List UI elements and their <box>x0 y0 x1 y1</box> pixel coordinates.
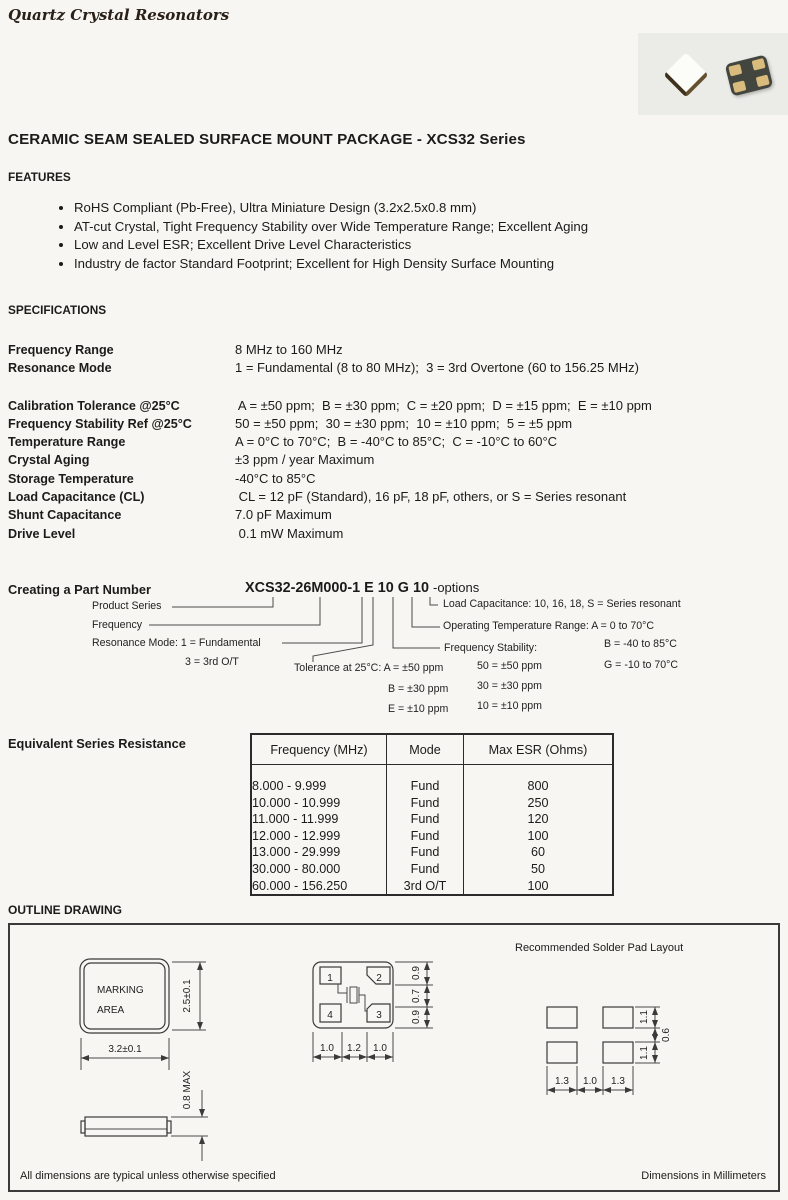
esr-mode: Fund <box>387 828 464 845</box>
spec-row <box>8 397 780 415</box>
spec-label: Calibration Tolerance @25°C <box>8 398 180 413</box>
esr-col-maxesr: Max ESR (Ohms) <box>464 734 614 765</box>
spec-row <box>8 470 780 488</box>
spec-row <box>8 506 780 524</box>
spec-row <box>8 433 780 451</box>
callout-tolerance-e: E = ±10 ppm <box>388 703 449 715</box>
table-row <box>251 844 613 861</box>
dim-label: 1.2 <box>347 1043 361 1054</box>
spec-row <box>8 359 780 377</box>
esr-heading: Equivalent Series Resistance <box>8 736 186 751</box>
pin-3-label: 3 <box>376 1010 382 1021</box>
esr-mode: Fund <box>387 861 464 878</box>
dim-label: 0.6 <box>661 1028 672 1042</box>
note-dimensions-typical: All dimensions are typical unless otherwise specified <box>20 1170 276 1182</box>
dim-label: 1.0 <box>320 1043 334 1054</box>
spec-row <box>8 415 780 433</box>
pin-2-label: 2 <box>376 973 382 984</box>
callout-operating-temp-g: G = -10 to 70°C <box>604 659 679 671</box>
dim-label: 1.1 <box>639 1046 650 1060</box>
dim-label: 1.1 <box>639 1010 650 1024</box>
dim-label: 1.0 <box>373 1043 387 1054</box>
esr-table <box>250 733 614 896</box>
esr-col-frequency: Frequency (MHz) <box>251 734 387 765</box>
outline-drawing-panel <box>8 923 780 1192</box>
feature-item: • AT-cut Crystal, Tight Frequency Stability over Wide Temperature Range; Excellent Aging <box>74 218 774 237</box>
spec-value: -40°C to 85°C <box>235 470 316 486</box>
dim-width-label: 3.2±0.1 <box>108 1044 142 1055</box>
esr-freq: 10.000 - 10.999 <box>252 795 341 810</box>
callout-stability-10: 10 = ±10 ppm <box>477 700 543 712</box>
esr-value: 50 <box>464 861 614 878</box>
outline-drawing <box>10 925 778 1190</box>
table-row <box>251 765 613 795</box>
part-number-diagram <box>0 580 788 728</box>
callout-resonance-mode-2: 3 = 3rd O/T <box>185 656 239 668</box>
esr-mode: Fund <box>387 844 464 861</box>
callout-load-capacitance: Load Capacitance: 10, 16, 18, S = Series resonant <box>443 598 681 610</box>
solder-pad <box>752 58 766 71</box>
spec-label: Frequency Range <box>8 343 114 357</box>
dim-label: 1.3 <box>611 1076 625 1087</box>
spec-label: Drive Level <box>8 526 76 541</box>
esr-mode: 3rd O/T <box>387 878 464 896</box>
part-number-value: XCS32-26M000-1 E 10 G 10 <box>245 580 429 596</box>
esr-freq: 60.000 - 156.250 <box>252 878 348 893</box>
note-dimensions-mm: Dimensions in Millimeters <box>641 1170 766 1182</box>
features-heading: FEATURES <box>8 170 71 184</box>
spec-value: 50 = ±50 ppm; 30 = ±30 ppm; 10 = ±10 ppm; 5 = ±5 ppm <box>235 415 573 431</box>
spec-value: 8 MHz to 160 MHz <box>235 342 343 357</box>
spec-value: A = 0°C to 70°C; B = -40°C to 85°C; C = -10°C to 60°C <box>235 434 558 450</box>
dim-label: 1.3 <box>555 1076 569 1087</box>
spec-value: 7.0 pF Maximum <box>235 507 332 523</box>
esr-freq: 12.000 - 12.999 <box>252 828 341 843</box>
page-title: CERAMIC SEAM SEALED SURFACE MOUNT PACKAGE - XCS32 Series <box>8 131 526 148</box>
solder-pad-layout-title: Recommended Solder Pad Layout <box>515 942 684 954</box>
pin-1-label: 1 <box>327 973 333 984</box>
marking-area-label: MARKING <box>97 985 144 996</box>
crystal-package-top-view <box>663 52 708 97</box>
solder-pad <box>756 75 770 88</box>
esr-freq: 11.000 - 11.999 <box>252 812 339 827</box>
callout-tolerance: Tolerance at 25°C: A = ±50 ppm <box>294 662 444 674</box>
spec-row <box>8 488 780 506</box>
esr-freq: 30.000 - 80.000 <box>252 861 341 876</box>
crystal-symbol <box>338 984 367 1011</box>
esr-value: 120 <box>464 811 614 828</box>
brand-header: Quartz Crystal Resonators <box>8 6 230 24</box>
table-row <box>251 828 613 845</box>
specifications-heading: SPECIFICATIONS <box>8 303 107 317</box>
esr-value: 250 <box>464 795 614 812</box>
feature-item: • Industry de factor Standard Footprint; Excellent for High Density Surface Mounting <box>74 255 774 274</box>
callout-frequency: Frequency <box>92 619 143 631</box>
outline-drawing-heading: OUTLINE DRAWING <box>8 903 122 917</box>
dim-height-label: 2.5±0.1 <box>182 979 193 1013</box>
spacer <box>8 378 780 397</box>
spec-value: A = ±50 ppm; B = ±30 ppm; C = ±20 ppm; D = ±15 ppm; E = ±10 ppm <box>235 397 652 413</box>
dim-label: 0.9 <box>411 966 422 980</box>
table-row <box>251 795 613 812</box>
esr-value: 800 <box>464 765 614 795</box>
solder-pad <box>732 80 746 93</box>
spec-row <box>8 341 780 359</box>
esr-value: 60 <box>464 844 614 861</box>
bottom-view-drawing <box>313 962 433 1062</box>
product-photo <box>638 33 788 115</box>
features-list <box>58 199 774 274</box>
esr-value: 100 <box>464 878 614 896</box>
part-number-heading: Creating a Part Number <box>8 582 151 597</box>
table-row <box>251 861 613 878</box>
spec-label: Frequency Stability Ref @25°C <box>8 416 192 431</box>
esr-value: 100 <box>464 828 614 845</box>
specifications-table <box>8 341 780 543</box>
spec-value: 0.1 mW Maximum <box>235 525 344 541</box>
dim-label: 1.0 <box>583 1076 597 1087</box>
dim-label: 0.7 <box>411 989 422 1003</box>
spec-label: Storage Temperature <box>8 471 134 486</box>
part-number-options-suffix: -options <box>433 580 480 595</box>
feature-item: • Low and Level ESR; Excellent Drive Level Characteristics <box>74 236 774 255</box>
dim-label: 0.9 <box>411 1010 422 1024</box>
solder-pad <box>728 64 742 77</box>
spec-row <box>8 525 780 543</box>
table-row <box>251 878 613 896</box>
esr-freq: 8.000 - 9.999 <box>252 779 327 793</box>
callout-stability-30: 30 = ±30 ppm <box>477 680 543 692</box>
spec-label: Shunt Capacitance <box>8 508 122 523</box>
table-row <box>251 811 613 828</box>
spec-value: ±3 ppm / year Maximum <box>235 452 375 468</box>
top-view-drawing <box>80 959 206 1070</box>
spec-label: Temperature Range <box>8 435 126 450</box>
esr-col-mode: Mode <box>387 734 464 765</box>
spec-label: Crystal Aging <box>8 453 90 468</box>
spec-label: Load Capacitance (CL) <box>8 490 145 505</box>
callout-tolerance-b: B = ±30 ppm <box>388 683 449 695</box>
spec-value: CL = 12 pF (Standard), 16 pF, 18 pF, others, or S = Series resonant <box>235 489 627 505</box>
crystal-package-bottom-view <box>725 54 774 96</box>
callout-product-series: Product Series <box>92 600 162 612</box>
callout-stability-50: 50 = ±50 ppm <box>477 660 543 672</box>
dim-thickness-label: 0.8 MAX <box>182 1070 193 1110</box>
marking-area-label: AREA <box>97 1005 125 1016</box>
solder-pad-layout-drawing <box>515 942 683 1095</box>
callout-operating-temp-b: B = -40 to 85°C <box>604 638 677 650</box>
esr-header-row <box>251 734 613 765</box>
spec-label: Resonance Mode <box>8 361 112 376</box>
pin-4-label: 4 <box>327 1010 333 1021</box>
spec-value: 1 = Fundamental (8 to 80 MHz); 3 = 3rd Overtone (60 to 156.25 MHz) <box>235 360 639 376</box>
feature-item: • RoHS Compliant (Pb-Free), Ultra Miniature Design (3.2x2.5x0.8 mm) <box>74 199 774 218</box>
esr-freq: 13.000 - 29.999 <box>252 845 341 860</box>
callout-stability: Frequency Stability: <box>444 642 538 654</box>
callout-resonance-mode: Resonance Mode: 1 = Fundamental <box>92 637 261 649</box>
esr-mode: Fund <box>387 765 464 795</box>
esr-mode: Fund <box>387 795 464 812</box>
esr-mode: Fund <box>387 811 464 828</box>
spec-row <box>8 451 780 469</box>
callout-operating-temp: Operating Temperature Range: A = 0 to 70°C <box>443 620 655 632</box>
side-view-drawing <box>81 1071 208 1162</box>
